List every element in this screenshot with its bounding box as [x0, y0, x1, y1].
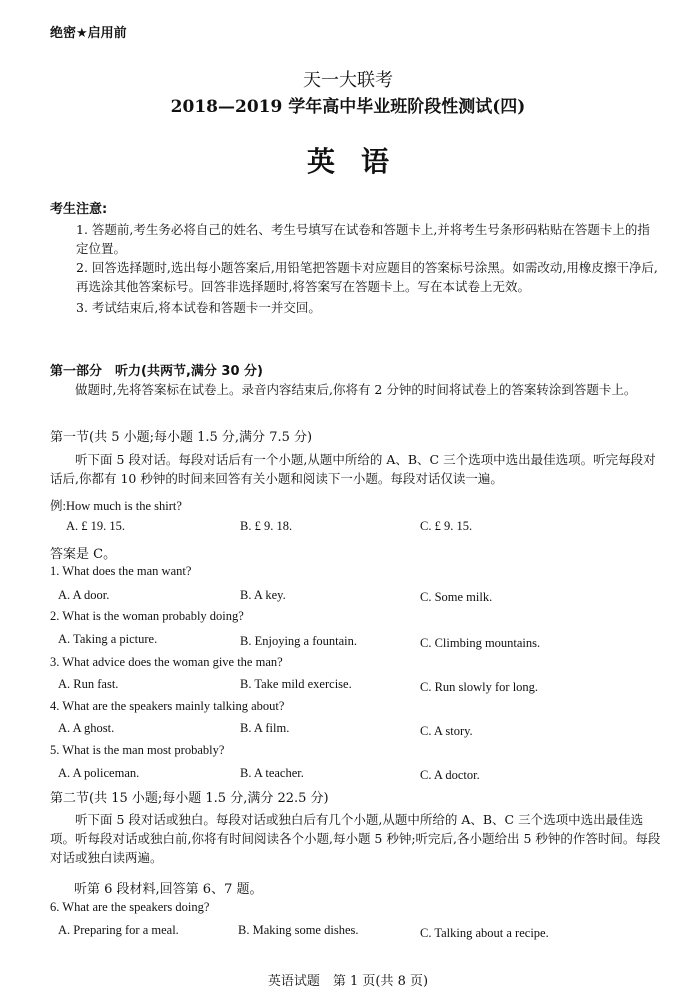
notice-item-2: 2. 回答选择题时,选出每小题答案后,用铅笔把答题卡对应题目的答案标号涂黑。如需改动,用橡皮擦干净后,再选涂其他答案标号。回答非选择题时,将答案写在答题卡上。写在本试卷上无效。 — [76, 260, 658, 294]
q5-option-c: C. A doctor. — [420, 768, 480, 782]
question-3: 3. What advice does the woman give the man? — [50, 655, 283, 669]
section1-intro: 听下面 5 段对话。每段对话后有一个小题,从题中所给的 A、B、C 三个选项中选出最佳选项。听完每段对话后,你都有 10 秒钟的时间来回答有关小题和阅读下一小题。每段对话仅读一遍。 — [50, 452, 656, 486]
example-option-b: B. £ 9. 18. — [240, 519, 293, 533]
section1-heading: 第一节(共 5 小题;每小题 1.5 分,满分 7.5 分) — [50, 430, 313, 445]
question-4: 4. What are the speakers mainly talking about? — [50, 699, 285, 713]
q1-option-a: A. A door. — [58, 588, 110, 602]
q1-option-b: B. A key. — [240, 588, 286, 602]
question-6: 6. What are the speakers doing? — [50, 900, 210, 914]
q2-option-c: C. Climbing mountains. — [420, 636, 541, 650]
q2-option-a: A. Taking a picture. — [58, 632, 158, 646]
question-2: 2. What is the woman probably doing? — [50, 609, 244, 623]
notice-item-3: 3. 考试结束后,将本试卷和答题卡一并交回。 — [76, 300, 321, 315]
q4-option-c: C. A story. — [420, 724, 473, 738]
part1-heading: 第一部分 听力(共两节,满分 30 分) — [50, 364, 263, 379]
q1-option-c: C. Some milk. — [420, 590, 493, 604]
example-question: 例:How much is the shirt? — [50, 499, 182, 513]
example-option-c: C. £ 9. 15. — [420, 519, 473, 533]
organization-title: 天一大联考 — [303, 70, 393, 91]
q6-option-c: C. Talking about a recipe. — [420, 926, 549, 940]
question-5: 5. What is the man most probably? — [50, 743, 225, 757]
question-1: 1. What does the man want? — [50, 564, 192, 578]
q4-option-b: B. A film. — [240, 721, 290, 735]
notice-item-1: 1. 答题前,考生务必将自己的姓名、考生号填写在试卷和答题卡上,并将考生号条形码粘贴在答题卡上的指定位置。 — [76, 222, 650, 256]
q3-option-b: B. Take mild exercise. — [240, 677, 352, 691]
q6-option-a: A. Preparing for a meal. — [58, 923, 179, 937]
notice-heading: 考生注意: — [50, 202, 108, 217]
section2-heading: 第二节(共 15 小题;每小题 1.5 分,满分 22.5 分) — [50, 791, 329, 806]
example-option-a: A. £ 19. 15. — [66, 519, 126, 533]
q5-option-a: A. A policeman. — [58, 766, 140, 780]
section2-intro: 听下面 5 段对话或独白。每段对话或独白后有几个小题,从题中所给的 A、B、C 三个选项中选出最佳选项。听每段对话或独白前,你将有时间阅读各个小题,每小题 5 秒钟;听完后,各小题给出 5 秒钟的作答时间。每段对话或独白读两遍。 — [50, 812, 661, 865]
exam-title: 2018—2019 学年高中毕业班阶段性测试(四) — [170, 97, 526, 117]
q4-option-a: A. A ghost. — [58, 721, 115, 735]
q6-option-b: B. Making some dishes. — [238, 923, 359, 937]
q3-option-c: C. Run slowly for long. — [420, 680, 539, 694]
q5-option-b: B. A teacher. — [240, 766, 304, 780]
subject-title: 英语 — [306, 145, 415, 178]
q2-option-b: B. Enjoying a fountain. — [240, 634, 357, 648]
page-footer: 英语试题 第 1 页(共 8 页) — [267, 974, 429, 989]
q3-option-a: A. Run fast. — [58, 677, 119, 691]
confidential-label: 绝密★启用前 — [50, 26, 127, 41]
part1-intro: 做题时,先将答案标在试卷上。录音内容结束后,你将有 2 分钟的时间将试卷上的答案转涂到答题卡上。 — [75, 382, 637, 397]
material-instruction: 听第 6 段材料,回答第 6、7 题。 — [74, 882, 263, 897]
example-answer: 答案是 C。 — [50, 547, 117, 562]
